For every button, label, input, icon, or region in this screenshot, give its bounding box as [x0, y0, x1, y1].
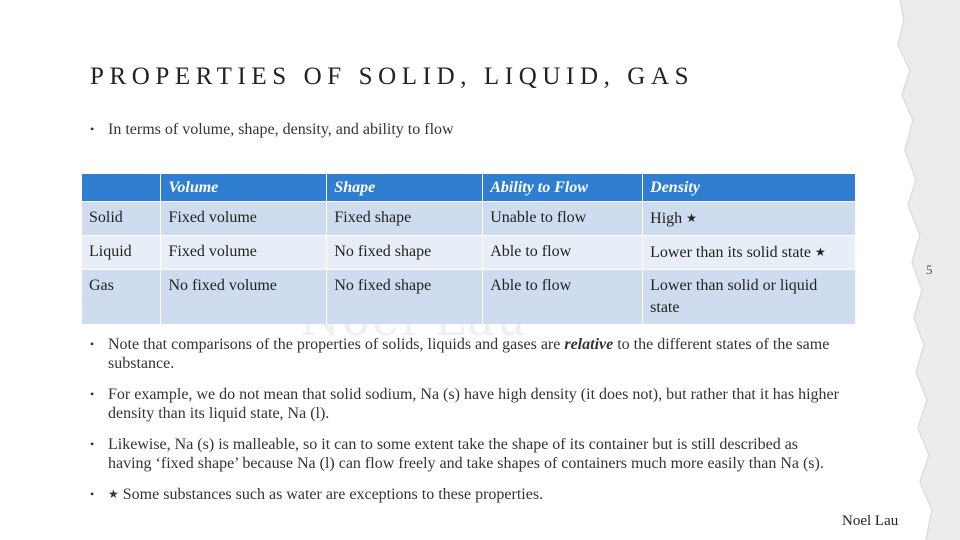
note-text: Note that comparisons of the properties of solids, liquids and gases are — [108, 336, 565, 353]
table-cell-shape: No fixed shape — [327, 270, 483, 325]
bullet-dot-icon: • — [90, 487, 95, 501]
table-header-flow: Ability to Flow — [483, 174, 643, 202]
note-text: Some substances such as water are exceptions to these properties. — [118, 486, 544, 503]
table-cell-density — [643, 236, 856, 270]
page-number: 5 — [926, 262, 933, 277]
table-header-row — [82, 174, 856, 202]
table-header-density: Density — [643, 174, 856, 202]
density-text: Lower than its solid state — [650, 244, 811, 261]
bullet-dot-icon: • — [90, 387, 95, 401]
properties-table — [82, 174, 856, 324]
table-cell-shape: No fixed shape — [327, 236, 483, 270]
table-header-state — [82, 174, 161, 202]
note-text: Likewise, Na (s) is malleable, so it can to some extent take the shape of its container but is still described as having ‘fixed shape’ because Na (l) can flow freely and take shapes of containers much more easily than Na (s). — [108, 436, 824, 472]
author-name: Noel Lau — [842, 513, 899, 529]
table-cell-volume: Fixed volume — [161, 202, 327, 236]
table-header-shape: Shape — [327, 174, 483, 202]
torn-paper-edge — [850, 0, 960, 540]
table-row — [82, 202, 856, 236]
bullet-dot-icon: • — [90, 337, 95, 351]
table-header-volume: Volume — [161, 174, 327, 202]
table-cell-flow: Unable to flow — [483, 202, 643, 236]
intro-bullet-text: In terms of volume, shape, density, and ability to flow — [108, 121, 454, 138]
density-text: High — [650, 210, 683, 227]
list-item — [90, 335, 840, 373]
list-item — [90, 385, 840, 423]
star-icon: ★ — [815, 245, 826, 259]
density-text: Lower than solid or liquid state — [650, 277, 818, 316]
note-text: to the different states of the same substance. — [108, 336, 830, 372]
bullet-dot-icon: • — [90, 437, 95, 451]
list-item — [90, 485, 840, 504]
table-cell-state: Gas — [82, 270, 161, 325]
table-cell-density — [643, 270, 856, 325]
notes-list — [90, 335, 840, 516]
note-emphasis: relative — [564, 336, 614, 353]
table-cell-volume: Fixed volume — [161, 236, 327, 270]
intro-bullet — [90, 121, 454, 139]
table-cell-state: Liquid — [82, 236, 161, 270]
slide-title: PROPERTIES OF SOLID, LIQUID, GAS — [90, 63, 695, 90]
star-icon: ★ — [108, 487, 119, 501]
table-cell-flow: Able to flow — [483, 236, 643, 270]
table-cell-volume: No fixed volume — [161, 270, 327, 325]
list-item — [90, 435, 840, 473]
table-cell-density — [643, 202, 856, 236]
star-icon: ★ — [686, 211, 697, 225]
table-row — [82, 270, 856, 325]
note-text: For example, we do not mean that solid sodium, Na (s) have high density (it does not), but rather that it has higher density than its liquid state, Na (l). — [108, 386, 839, 422]
bullet-dot-icon: • — [90, 122, 95, 136]
table-row — [82, 236, 856, 270]
table-cell-shape: Fixed shape — [327, 202, 483, 236]
table-cell-flow: Able to flow — [483, 270, 643, 325]
table-cell-state: Solid — [82, 202, 161, 236]
